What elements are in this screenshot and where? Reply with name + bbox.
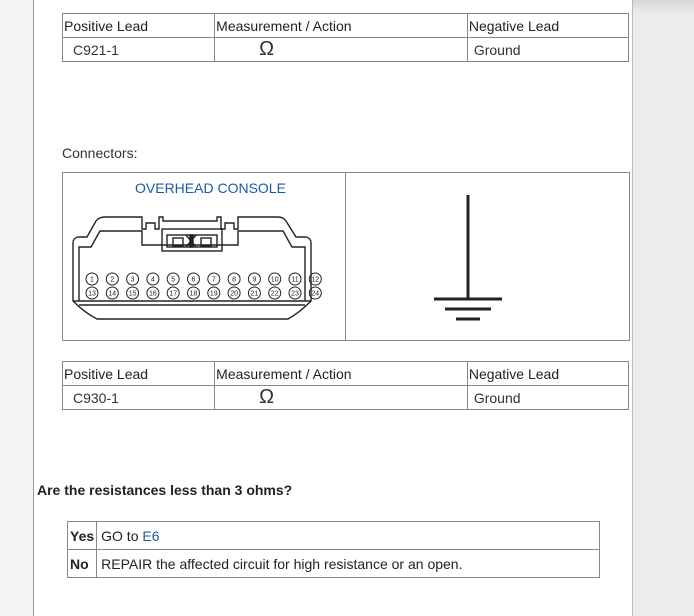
lead-table-2	[62, 361, 629, 410]
negative-lead-header: Negative Lead	[467, 14, 628, 38]
connector-figure	[62, 172, 630, 341]
measurement-header: Measurement / Action	[215, 362, 468, 386]
connectors-label: Connectors:	[62, 145, 138, 161]
connector-pin-label: 11	[291, 276, 299, 284]
connector-pin-label: 5	[171, 276, 176, 284]
connector-pin-label: 10	[270, 276, 279, 284]
connector-pin-label: 9	[252, 276, 257, 284]
connector-pin-label: 14	[108, 290, 117, 298]
connector-pin-label: 6	[191, 276, 196, 284]
positive-lead-header: Positive Lead	[63, 14, 215, 38]
negative-lead-value: Ground	[473, 41, 521, 58]
answer-row-no	[68, 550, 600, 578]
connector-pin-label: 8	[232, 276, 237, 284]
connector-pin-label: 22	[270, 290, 279, 298]
lead-table-header	[63, 14, 629, 38]
goto-e6-link[interactable]: E6	[142, 527, 160, 544]
connector-pin-label: 24	[311, 290, 320, 298]
ohm-symbol: Ω	[259, 38, 275, 60]
answer-row-yes	[68, 522, 600, 550]
ohm-symbol: Ω	[259, 386, 275, 408]
no-text: REPAIR the affected circuit for high resistance or an open.	[97, 550, 600, 578]
connector-diagram	[63, 173, 345, 340]
positive-lead-value: C930-1	[73, 389, 119, 406]
left-frame	[0, 0, 34, 616]
lead-table-header	[63, 362, 629, 386]
connector-pin-label: 23	[291, 290, 299, 298]
ground-symbol-icon	[346, 173, 629, 340]
connector-pin-label: 21	[250, 290, 259, 298]
no-label: No	[68, 550, 97, 578]
negative-lead-value: Ground	[473, 389, 521, 406]
connector-pin-label: 1	[90, 276, 94, 284]
connector-pin-label: 16	[149, 290, 157, 298]
positive-lead-value: C921-1	[73, 41, 119, 58]
lead-table-row	[63, 38, 629, 62]
question-text: Are the resistances less than 3 ohms?	[37, 482, 293, 498]
yes-cell	[97, 522, 600, 550]
lead-table-1	[62, 13, 629, 62]
negative-lead-header: Negative Lead	[467, 362, 628, 386]
answer-table	[67, 521, 600, 578]
connector-caption: OVERHEAD CONSOLE	[135, 180, 286, 196]
yes-text: GO to	[101, 527, 139, 544]
connector-pin-label: 18	[189, 290, 198, 298]
lead-table-row	[63, 386, 629, 410]
connector-pin-label: 12	[311, 276, 320, 284]
connector-pin-label: 19	[209, 290, 218, 298]
connector-pin-label: 7	[211, 276, 216, 284]
connector-pin-label: 4	[150, 276, 155, 284]
positive-lead-header: Positive Lead	[63, 362, 215, 386]
connector-pin-label: 15	[128, 290, 137, 298]
yes-label: Yes	[68, 522, 97, 550]
connector-pin-label: 20	[230, 290, 238, 298]
connector-pin-label: 13	[88, 290, 96, 298]
connector-pin-label: 17	[169, 290, 178, 298]
connector-pin-label: 2	[110, 276, 115, 284]
connector-pin-label: 3	[130, 276, 135, 284]
measurement-header: Measurement / Action	[215, 14, 468, 38]
